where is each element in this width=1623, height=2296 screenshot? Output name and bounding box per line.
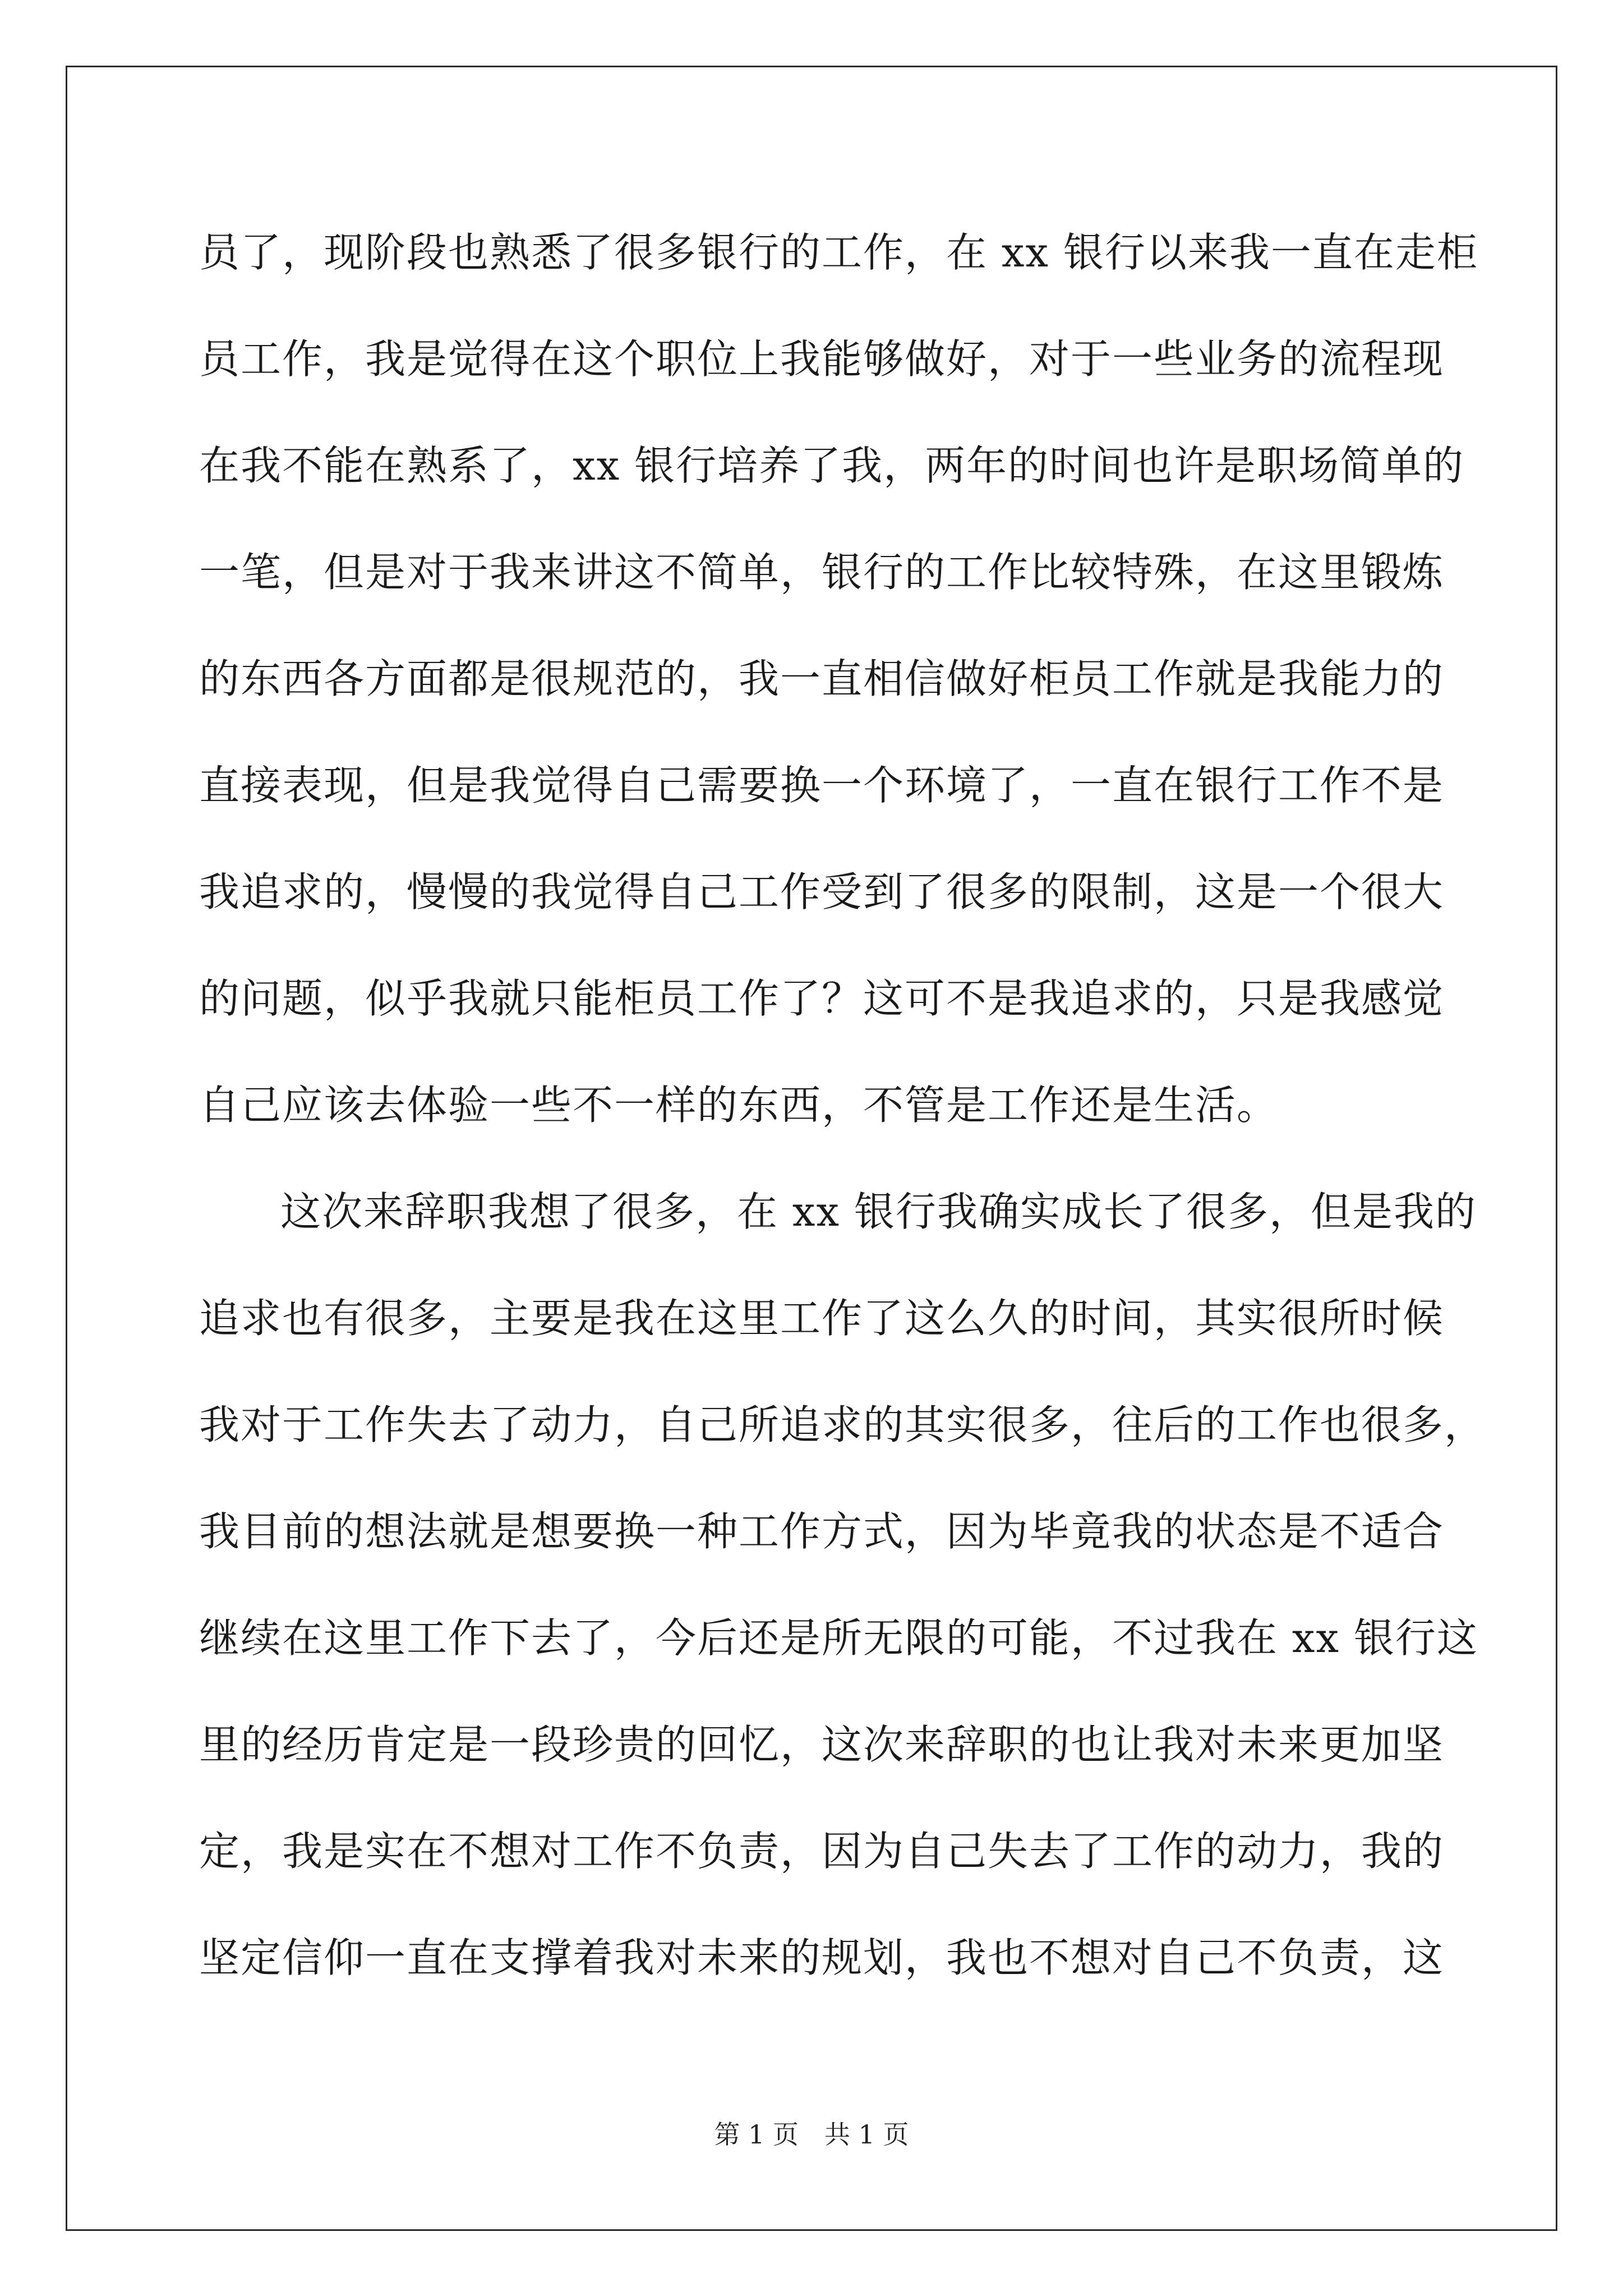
text-line: 我追求的，慢慢的我觉得自己工作受到了很多的限制，这是一个很大 — [199, 868, 1445, 915]
text-line: 坚定信仰一直在支撑着我对未来的规划，我也不想对自己不负责，这 — [199, 1934, 1445, 1981]
text-line: 我目前的想法就是想要换一种工作方式，因为毕竟我的状态是不适合 — [199, 1508, 1445, 1555]
text-line: 里的经历肯定是一段珍贵的回忆，这次来辞职的也让我对未来更加坚 — [199, 1721, 1445, 1768]
text-line: 定，我是实在不想对工作不负责，因为自己失去了工作的动力，我的 — [199, 1828, 1445, 1875]
document-body — [199, 199, 1486, 2011]
text-line: 直接表现，但是我觉得自己需要换一个环境了，一直在银行工作不是 — [199, 762, 1445, 809]
text-line: 我对于工作失去了动力，自己所追求的其实很多，往后的工作也很多， — [199, 1401, 1486, 1448]
paragraph-first-line: 这次来辞职我想了很多，在 xx 银行我确实成长了很多，但是我的 — [280, 1188, 1477, 1235]
text-line: 在我不能在熟系了，xx 银行培养了我，两年的时间也许是职场简单的 — [199, 442, 1465, 489]
text-line: 一笔，但是对于我来讲这不简单，银行的工作比较特殊，在这里锻炼 — [199, 549, 1445, 596]
text-line: 员工作，我是觉得在这个职位上我能够做好，对于一些业务的流程现 — [199, 335, 1445, 383]
page-number-footer: 第 1 页 共 1 页 — [714, 2119, 909, 2150]
text-line: 继续在这里工作下去了，今后还是所无限的可能，不过我在 xx 银行这 — [199, 1614, 1478, 1662]
text-line: 的问题，似乎我就只能柜员工作了？这可不是我追求的，只是我感觉 — [199, 975, 1445, 1022]
text-line: 自己应该去体验一些不一样的东西，不管是工作还是生活。 — [199, 1082, 1279, 1129]
text-line: 员了，现阶段也熟悉了很多银行的工作，在 xx 银行以来我一直在走柜 — [199, 229, 1478, 276]
text-line: 的东西各方面都是很规范的，我一直相信做好柜员工作就是我能力的 — [199, 655, 1445, 702]
text-line: 追求也有很多，主要是我在这里工作了这么久的时间，其实很所时候 — [199, 1295, 1445, 1342]
